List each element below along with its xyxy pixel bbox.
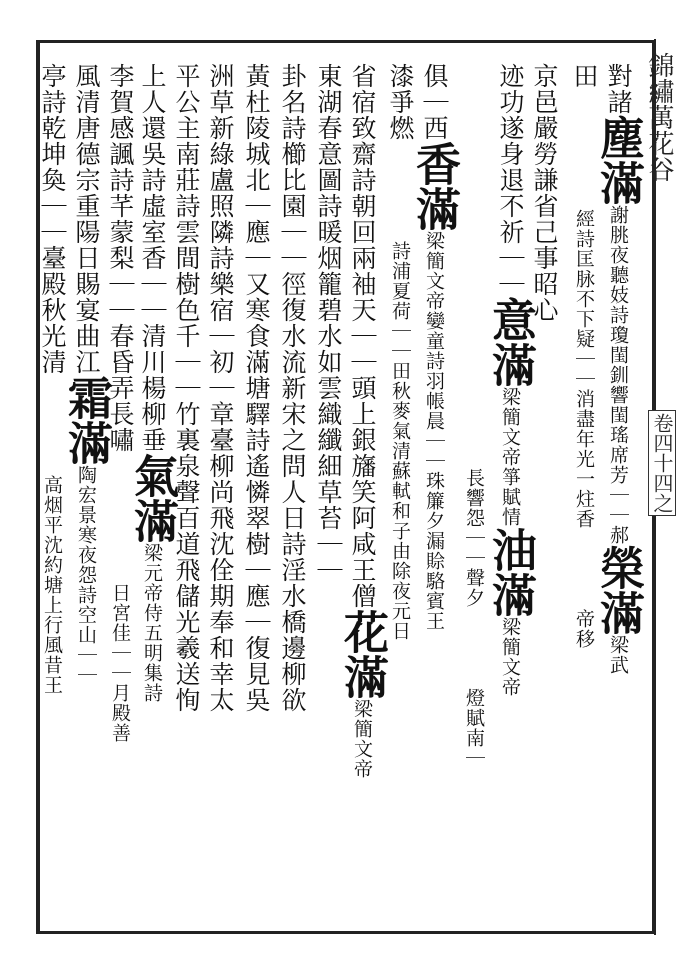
text: 風清唐德宗重陽日賜宴曲江 [72, 63, 101, 375]
text: 平公主南莊詩雲間樹色千｜｜竹裏泉聲百道飛儲光羲送恂 [172, 63, 201, 713]
annotation: 經詩匡脉不下疑｜｜消盡年光一炷香 [573, 209, 595, 529]
text: 諸 [604, 89, 633, 115]
text-column-17 [30, 63, 74, 695]
text: 東湖春意圖詩暖烟籠碧水如雲織纖細草苔｜｜ [314, 63, 343, 583]
volume-label: 卷四十四之 [648, 410, 676, 516]
annotation: 燈賦南｜ [463, 688, 485, 768]
text: 李賀感諷詩芊蒙梨｜｜春昏弄長嘯 [106, 63, 135, 453]
text: 對 [604, 63, 633, 89]
entry-heading: 榮滿 [592, 545, 645, 635]
text: 卦名詩櫛比園｜｜徑復水流新宋之問人日詩淫水橋邊柳欲 [278, 63, 307, 713]
annotation: 梁簡文帝 [351, 699, 373, 779]
annotation: 謝朓夜聽妓詩瓊閨釧響閨瑤席芳 [607, 205, 629, 485]
entry-heading: 油滿 [484, 527, 537, 617]
annotation: 梁簡文帝孌童詩羽帳晨｜｜珠簾夕漏賒駱賓王 [423, 231, 445, 631]
text: 亭詩乾坤奐｜｜臺殿秋光清 [38, 63, 67, 375]
entry-heading: 意滿 [484, 297, 537, 387]
annotation: 日宮佳｜｜月殿善 [109, 583, 131, 743]
annotation: 梁武 [607, 635, 629, 675]
entry-heading: 霜滿 [60, 375, 113, 465]
entry-heading: 香滿 [408, 141, 461, 231]
annotation: 高烟平沈約塘上行風昔王 [41, 475, 63, 695]
annotation: 陶宏景寒夜怨詩空山｜｜ [75, 465, 97, 685]
page-frame [36, 40, 655, 934]
entry-heading: 塵滿 [592, 115, 645, 205]
text: 田 [570, 63, 599, 89]
annotation: 梁簡文帝 [499, 617, 521, 697]
text: 京邑嚴勞謙省己事昭心 [530, 63, 559, 323]
text: 漆爭燃 [386, 63, 415, 141]
entry-heading: 花滿 [336, 609, 389, 699]
text: 黃杜陵城北｜應｜又寒食滿塘驛詩遙憐翠樹｜應｜復見吳 [242, 63, 271, 713]
annotation: 詩浦夏荷｜｜田秋麥氣清蘇軾和子由除夜元日 [389, 241, 411, 641]
text: 俱｜西 [420, 63, 449, 141]
edge-header: 錦繡萬花谷 [644, 52, 674, 182]
text: 上人還吳詩虛室香｜｜清川楊柳垂 [138, 63, 167, 453]
annotation: 帝移 [573, 609, 595, 649]
annotation: 梁簡文帝箏賦情 [499, 387, 521, 527]
annotation: 長響怨｜｜聲夕 [463, 468, 485, 608]
text: 洲草新綠盧照隣詩樂宿｜初｜章臺柳尚飛沈佺期奉和幸太 [206, 63, 235, 713]
annotation: ｜｜郝 [607, 485, 629, 545]
text-column-2 [562, 63, 606, 649]
text: 省宿致齋詩朝回兩袖天｜｜頭上銀旛笑阿咸王僧 [348, 63, 377, 609]
text-column-7 [378, 63, 422, 641]
annotation: 梁元帝侍五明集詩 [141, 543, 163, 703]
entry-heading: 氣滿 [126, 453, 179, 543]
text: 迹功遂身退不祈｜｜ [496, 63, 525, 297]
